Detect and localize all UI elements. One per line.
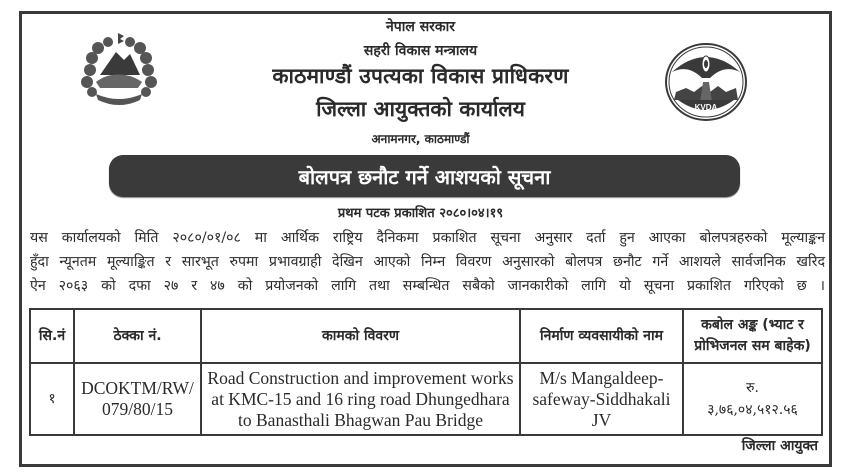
body-line: यस कार्यालयको मिति २०८०/०१/०८ मा आर्थिक राष्ट्रिय दैनिकमा प्रकाशित सूचना अनुसार दर्ता हुन आएका बोलपत्रहरुको मूल्याङ्कन [30,230,825,246]
header-bid-amount: कबोल अङ्क (भ्याट र प्रोभिजनल सम बाहेक) [683,309,822,363]
table-row [30,363,822,435]
office-address: अनामनगर, काठमाण्डौं [371,132,470,146]
cell-serial-no: १ [30,363,74,435]
amount-currency: रु. [746,380,759,396]
body-line: ऐन २०६३ को दफा २७ र ४७ को प्रयोजनको लागि तथा सम्बन्धित सबैको जानकारीको लागि यो सूचना प्रकाशित गरिएको छ । [30,278,825,294]
notice-title: बोलपत्र छनौट गर्ने आशयको सूचना [298,164,551,189]
notice-body [30,226,825,298]
signoff-title: जिल्ला आयुक्त [741,438,818,454]
authority-name: काठमाण्डौं उपत्यका विकास प्राधिकरण [272,64,569,88]
body-line: हुँदा न्यूनतम मूल्याङ्कित र सारभूत रुपमा प्रभावग्राही देखिन आएको निम्न विवरण अनुसारको बोलपत्र छनौट गर्ने आशयले सार्वजनिक खरिद [30,254,825,270]
header-contract-no: ठेक्का नं. [74,309,201,363]
svg-text:KVDA: KVDA [694,103,718,112]
notice-title-banner [109,155,740,197]
cell-contract-no: DCOKTM/RW/ 079/80/15 [74,363,201,435]
bid-selection-table [29,308,823,436]
header-serial-no: सि.नं [30,309,74,363]
office-name: जिल्ला आयुक्तको कार्यालय [316,97,525,121]
ministry-name: सहरी विकास मन्त्रालय [363,43,478,59]
cell-work-description: Road Construction and improvement works at KMC-15 and 16 ring road Dhungedhara to Banasthali Bhagwan Pau Bridge [201,363,520,435]
publication-date: प्रथम पटक प्रकाशित २०८०।०४।१९ [337,206,504,221]
government-name: नेपाल सरकार [385,19,455,35]
header-work-description: कामको विवरण [201,309,520,363]
table-header-row [30,309,822,363]
cell-bid-amount [683,363,822,435]
cell-contractor-name: M/s Mangaldeep-safeway-Siddhakali JV [520,363,683,435]
amount-value: ३,७६,०४,५१२.५६ [707,402,798,418]
header-contractor-name: निर्माण व्यवसायीको नाम [520,309,683,363]
